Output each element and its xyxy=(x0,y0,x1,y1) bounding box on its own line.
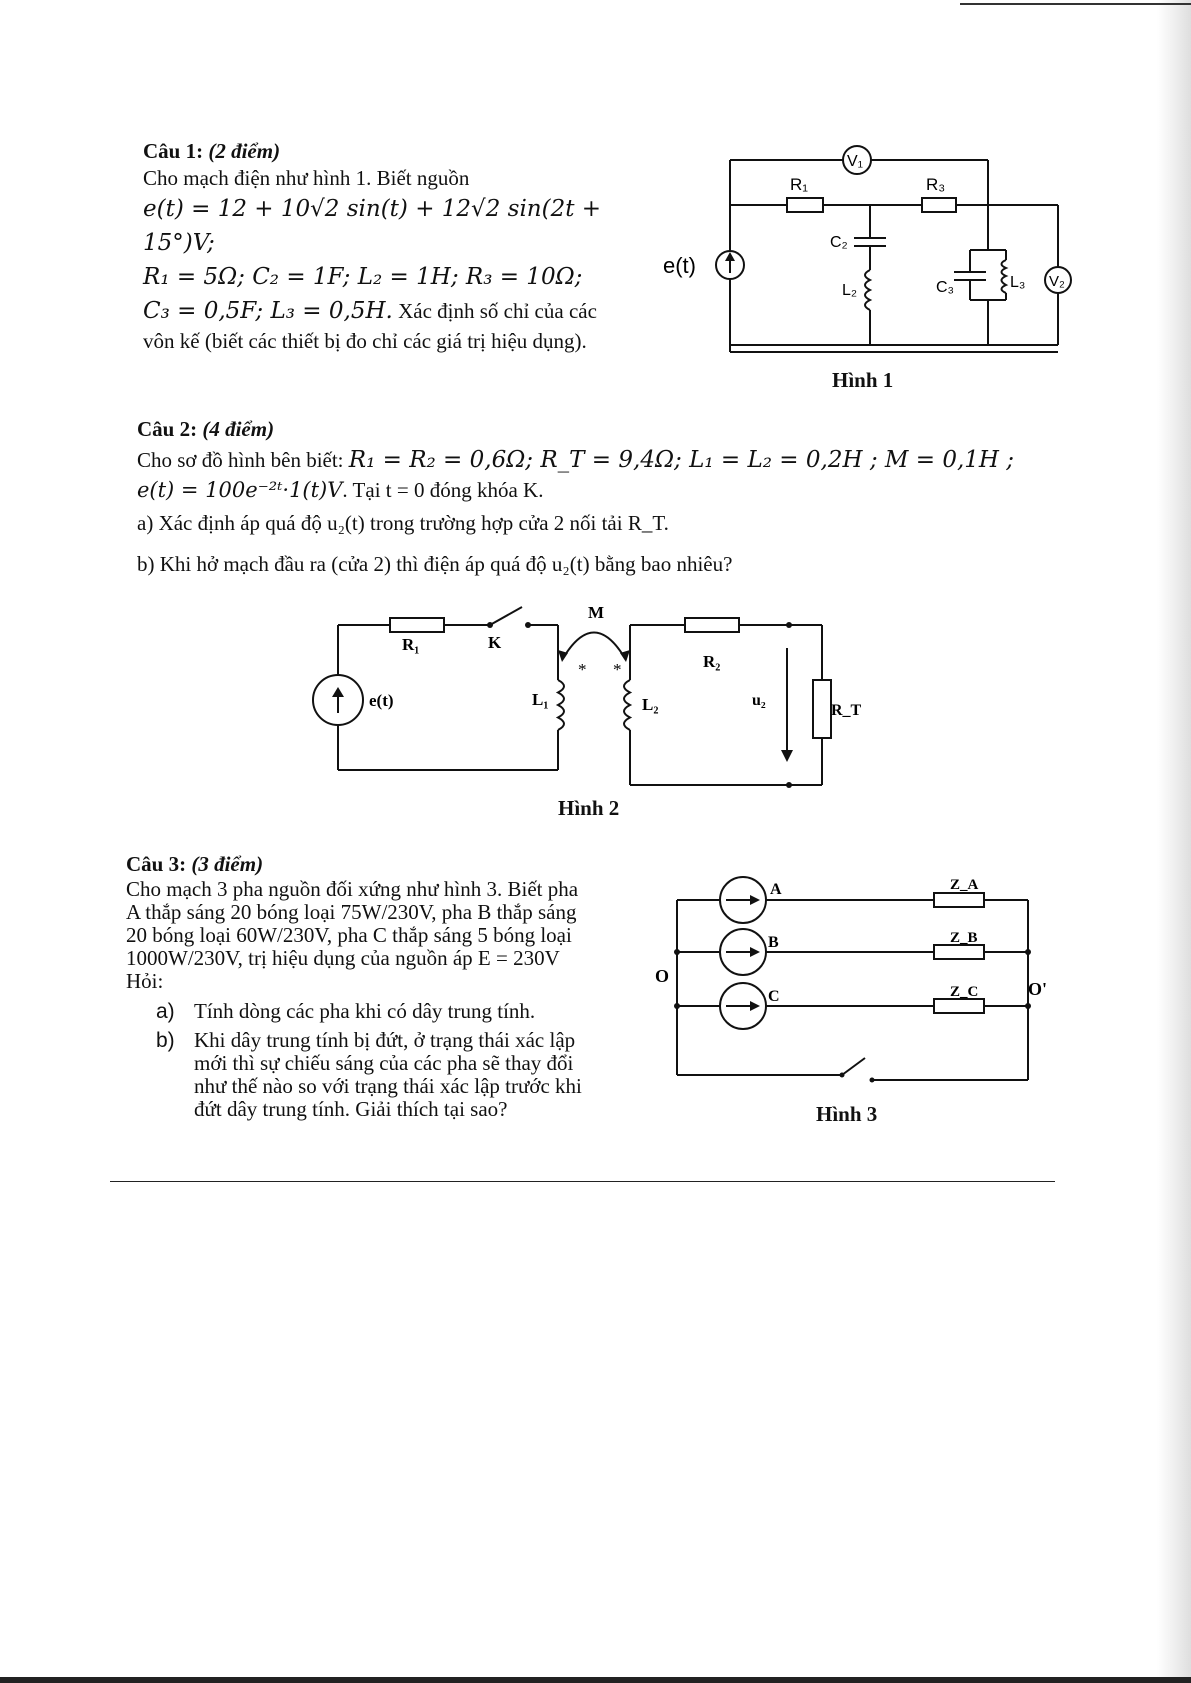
fig3-phase-C-label: C xyxy=(768,988,780,1005)
q1-params-eq3: C₃ = 0,5F; L₃ = 0,5H. xyxy=(143,298,393,324)
fig2-source-label: e(t) xyxy=(369,691,394,710)
figure-2-circuit xyxy=(300,600,862,800)
q3-points: (3 điểm) xyxy=(191,852,264,876)
question-2 xyxy=(137,416,1037,578)
fig3-neutral-O-label: O xyxy=(655,966,670,986)
fig3-ZA-label: Z_A xyxy=(950,877,979,893)
question-3 xyxy=(126,851,646,1121)
q2-source-text: . Tại t = 0 đóng khóa K. xyxy=(342,478,544,502)
q3-line1: Cho mạch 3 pha nguồn đối xứng như hình 3. Biết pha xyxy=(126,877,579,901)
scan-page-edge xyxy=(1157,0,1191,1683)
fig2-L1-label: L₁ xyxy=(532,690,549,709)
q3-part-a-label: a) xyxy=(156,1000,175,1023)
q1-source-equation: e(t) = 12 + 10√2 sin(t) + 12√2 sin(2t + 15°)V; xyxy=(143,196,602,256)
figure-3-circuit xyxy=(650,870,1050,1090)
q2-title: Câu 2: xyxy=(137,417,198,441)
figure-1-caption: Hình 1 xyxy=(832,368,894,392)
fig3-ZB-label: Z_B xyxy=(950,930,978,946)
q3-part-b-text xyxy=(194,1029,582,1121)
fig1-V2-label: V₂ xyxy=(1049,273,1065,290)
fig2-RT-label: R_T xyxy=(831,702,862,719)
q1-points: (2 điểm) xyxy=(208,139,281,163)
q2-line2 xyxy=(137,477,1037,504)
fig3-phase-B-label: B xyxy=(768,934,779,951)
fig3-ZC-label: Z_C xyxy=(950,984,979,1000)
q3-part-b-line3: như thế nào so với trạng thái xác lập trước khi xyxy=(194,1074,582,1098)
fig2-R1-label: R₁ xyxy=(402,635,420,654)
q2-part-b: b) Khi hở mạch đầu ra (cửa 2) thì điện áp quá độ u₂(t) bằng bao nhiêu? xyxy=(137,552,733,576)
q3-part-b xyxy=(156,1029,646,1121)
q3-part-a-text: Tính dòng các pha khi có dây trung tính. xyxy=(194,999,536,1023)
q1-line4: vôn kế (biết các thiết bị đo chỉ các giá trị hiệu dụng). xyxy=(143,329,587,353)
fig1-R1-label: R₁ xyxy=(790,175,809,194)
q2-params: R₁ = R₂ = 0,6Ω; R_T = 9,4Ω; L₁ = L₂ = 0,2H ; M = 0,1H ; xyxy=(348,447,1015,473)
q3-part-b-line4: đứt dây trung tính. Giải thích tại sao? xyxy=(194,1097,508,1121)
fig2-dot-primary: * xyxy=(578,660,587,679)
figure-3-caption: Hình 3 xyxy=(816,1102,878,1126)
q2-part-a: a) Xác định áp quá độ u₂(t) trong trường hợp cửa 2 nối tải R_T. xyxy=(137,511,669,535)
figure-2-caption: Hình 2 xyxy=(558,796,620,820)
fig2-L2-label: L₂ xyxy=(642,695,659,714)
q2-points: (4 điểm) xyxy=(202,417,275,441)
fig2-R2-label: R₂ xyxy=(703,652,721,671)
q1-header xyxy=(143,138,663,165)
q2-line1 xyxy=(137,443,1037,477)
q1-params-line2 xyxy=(143,294,663,328)
q1-title: Câu 1: xyxy=(143,139,204,163)
fig3-phase-A-label: A xyxy=(770,881,782,898)
scan-bottom-edge xyxy=(0,1677,1191,1683)
fig1-V1-label: V₁ xyxy=(847,153,864,170)
q3-header xyxy=(126,851,646,878)
top-scan-line xyxy=(960,3,1191,5)
q1-params-eq3-text: Xác định số chỉ của các xyxy=(392,299,597,323)
q3-title: Câu 3: xyxy=(126,852,187,876)
q1-intro: Cho mạch điện như hình 1. Biết nguồn xyxy=(143,166,470,190)
fig2-u2-label: u₂ xyxy=(752,692,766,709)
q3-subquestions xyxy=(156,1000,646,1121)
q2-header xyxy=(137,416,1037,443)
q3-line2: A thắp sáng 20 bóng loại 75W/230V, pha B thắp sáng xyxy=(126,900,577,924)
fig1-L3-label: L₃ xyxy=(1010,274,1026,291)
fig3-neutral-O2-label: O' xyxy=(1028,979,1048,999)
fig2-dot-secondary: * xyxy=(613,660,622,679)
fig2-M-label: M xyxy=(588,603,605,622)
fig2-K-label: K xyxy=(488,633,502,652)
fig1-L2-label: L₂ xyxy=(842,282,858,299)
q3-part-b-label: b) xyxy=(156,1029,175,1052)
figure-1-circuit xyxy=(660,135,1080,350)
fig1-R3-label: R₃ xyxy=(926,175,946,194)
q3-part-a xyxy=(156,1000,646,1023)
bottom-divider xyxy=(110,1181,1055,1182)
q3-line5: Hỏi: xyxy=(126,969,164,993)
q3-line3: 20 bóng loại 60W/230V, pha C thắp sáng 5 bóng loại xyxy=(126,923,572,947)
fig1-source-label: e(t) xyxy=(663,253,696,278)
q3-part-b-line1: Khi dây trung tính bị đứt, ở trạng thái xác lập xyxy=(194,1028,576,1052)
q3-part-b-line2: mới thì sự chiếu sáng của các pha sẽ thay đổi xyxy=(194,1051,574,1075)
fig1-C2-label: C₂ xyxy=(830,234,848,251)
q2-intro: Cho sơ đồ hình bên biết: xyxy=(137,448,344,472)
q1-params-line1: R₁ = 5Ω; C₂ = 1F; L₂ = 1H; R₃ = 10Ω; xyxy=(143,264,583,290)
question-1 xyxy=(143,138,663,355)
q2-source: e(t) = 100e⁻²ᵗ·1(t)V xyxy=(137,478,343,502)
q3-line4: 1000W/230V, trị hiệu dụng của nguồn áp E = 230V xyxy=(126,946,560,970)
fig1-C3-label: C₃ xyxy=(936,279,955,296)
